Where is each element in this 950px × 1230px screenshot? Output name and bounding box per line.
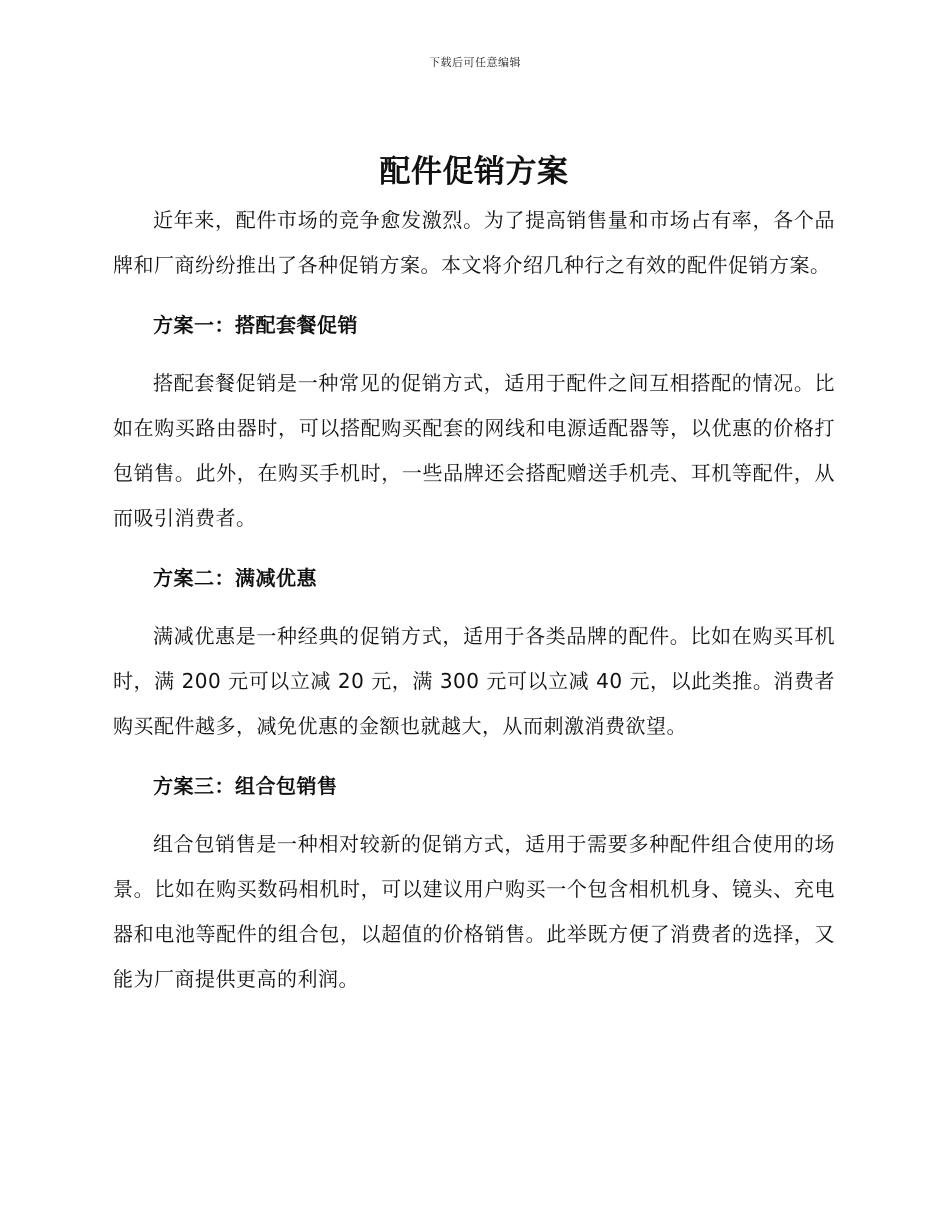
section-body-1: 搭配套餐促销是一种常见的促销方式，适用于配件之间互相搭配的情况。比如在购买路由器时，可以搭配购买配套的网线和电源适配器等，以优惠的价格打包销售。此外，在购买手机时，一些品牌还会搭配赠送手机壳、耳机等配件，从而吸引消费者。 (113, 371, 835, 530)
header-note: 下载后可任意编辑 (429, 56, 521, 69)
intro-paragraph: 近年来，配件市场的竞争愈发激烈。为了提高销售量和市场占有率，各个品牌和厂商纷纷推出了各种促销方案。本文将介绍几种行之有效的配件促销方案。 (113, 208, 835, 277)
section-heading-2: 方案二：满减优惠 (153, 566, 317, 590)
section-heading-1: 方案一：搭配套餐促销 (153, 313, 358, 337)
document-body (113, 150, 835, 1002)
section-body-2: 满减优惠是一种经典的促销方式，适用于各类品牌的配件。比如在购买耳机时，满 200 元可以立减 20 元，满 300 元可以立减 40 元，以此类推。消费者购买配件越多，减免优惠的金额也就越大，从而刺激消费欲望。 (113, 624, 835, 738)
section-body-3: 组合包销售是一种相对较新的促销方式，适用于需要多种配件组合使用的场景。比如在购买数码相机时，可以建议用户购买一个包含相机机身、镜头、充电器和电池等配件的组合包，以超值的价格销售。此举既方便了消费者的选择，又能为厂商提供更高的利润。 (113, 832, 835, 991)
document-title: 配件促销方案 (379, 154, 569, 190)
section-heading-3: 方案三：组合包销售 (153, 774, 338, 798)
